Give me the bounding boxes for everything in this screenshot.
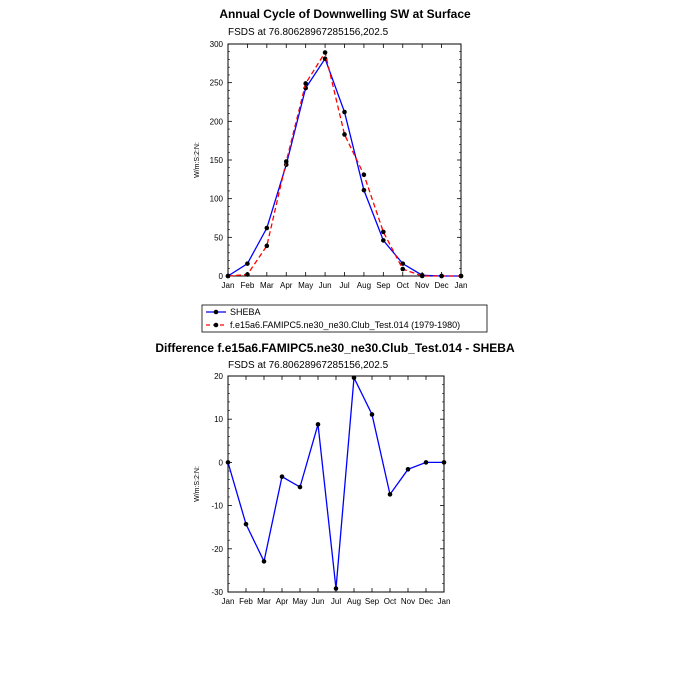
y-tick-label: -10	[211, 501, 223, 511]
data-point	[459, 274, 464, 279]
x-tick-label: Jan	[437, 597, 451, 606]
data-point	[226, 274, 231, 279]
y-tick-label: 100	[209, 194, 223, 204]
y-axis-label: W/m:S:2:N:	[194, 142, 201, 178]
legend-marker-sheba	[214, 310, 219, 315]
legend-marker-model	[214, 323, 219, 328]
data-point	[226, 460, 231, 465]
data-point	[388, 492, 393, 497]
data-point	[323, 50, 328, 55]
data-point	[280, 474, 285, 479]
series-group	[226, 50, 464, 278]
plot-frame	[228, 376, 444, 592]
x-tick-label: Sep	[376, 281, 391, 290]
data-point	[381, 230, 386, 235]
x-tick-label: Jul	[339, 281, 350, 290]
y-tick-label: -30	[211, 588, 223, 597]
data-point	[245, 261, 250, 266]
x-tick-label: Feb	[240, 281, 255, 290]
data-point	[439, 274, 444, 279]
data-point	[362, 172, 367, 177]
data-point	[303, 81, 308, 86]
x-tick-label: Jan	[221, 281, 235, 290]
data-point	[370, 412, 375, 417]
data-point	[265, 244, 270, 249]
y-tick-label: 300	[209, 40, 223, 49]
y-tick-label: 20	[214, 372, 223, 381]
data-point	[334, 586, 339, 591]
chart-title: Difference f.e15a6.FAMIPC5.ne30_ne30.Club_Test.014 - SHEBA	[155, 341, 515, 355]
y-tick-label: -20	[211, 544, 223, 554]
data-point	[381, 238, 386, 243]
chart-subtitle: FSDS at 76.80628967285156,202.5	[228, 27, 389, 38]
chart-subtitle: FSDS at 76.80628967285156,202.5	[228, 360, 389, 371]
axes-group	[211, 372, 450, 606]
data-point	[442, 460, 447, 465]
legend-label-sheba: SHEBA	[230, 307, 261, 317]
series-line-1	[228, 53, 461, 276]
series-line-0	[228, 378, 444, 589]
data-point	[342, 110, 347, 115]
x-tick-label: Jul	[330, 597, 342, 606]
data-point	[284, 159, 289, 164]
x-tick-label: Aug	[356, 281, 372, 290]
legend-label-model: f.e15a6.FAMIPC5.ne30_ne30.Club_Test.014 (1979-1980)	[230, 320, 461, 330]
axes-group	[210, 40, 468, 290]
x-tick-label: Sep	[364, 597, 380, 606]
plot-frame	[228, 44, 461, 276]
x-tick-label: Jun	[311, 597, 325, 606]
x-tick-label: Dec	[418, 597, 434, 606]
y-axis-label: W/m:S:2:N:	[194, 466, 201, 502]
y-tick-label: 50	[214, 233, 223, 243]
x-tick-label: Jan	[454, 281, 468, 290]
x-tick-label: Jun	[318, 281, 332, 290]
data-point	[362, 188, 367, 193]
data-point	[262, 559, 267, 564]
x-tick-label: Aug	[346, 597, 362, 606]
x-tick-label: Oct	[383, 597, 397, 606]
x-tick-label: Apr	[280, 281, 293, 290]
data-point	[298, 485, 303, 490]
x-tick-label: Nov	[415, 281, 430, 290]
x-tick-label: Apr	[275, 597, 289, 606]
y-tick-label: 0	[218, 272, 223, 281]
x-tick-label: Dec	[434, 281, 449, 290]
x-tick-label: May	[292, 597, 308, 606]
y-tick-label: 250	[209, 78, 223, 88]
x-tick-label: Feb	[239, 597, 253, 606]
y-tick-label: 200	[209, 117, 223, 127]
series-group	[226, 375, 447, 590]
data-point	[245, 272, 250, 277]
data-point	[406, 467, 411, 472]
data-point	[244, 522, 249, 527]
data-point	[316, 422, 321, 427]
annual-cycle-chart	[194, 7, 471, 290]
data-point	[265, 226, 270, 231]
x-tick-label: Jan	[221, 597, 235, 606]
y-tick-label: 150	[209, 156, 223, 165]
x-tick-label: May	[298, 281, 314, 290]
y-tick-label: 0	[218, 458, 223, 468]
data-point	[420, 274, 425, 279]
data-point	[352, 375, 357, 380]
x-tick-label: Oct	[396, 281, 409, 290]
y-tick-label: 10	[214, 415, 223, 425]
difference-chart	[155, 341, 515, 606]
data-point	[424, 460, 429, 465]
legend	[202, 305, 487, 332]
x-tick-label: Nov	[400, 597, 416, 606]
x-tick-label: Mar	[257, 597, 271, 606]
x-tick-label: Mar	[259, 281, 274, 290]
series-line-0	[228, 59, 461, 276]
chart-title: Annual Cycle of Downwelling SW at Surface	[219, 7, 471, 21]
data-point	[342, 132, 347, 137]
data-point	[400, 267, 405, 272]
